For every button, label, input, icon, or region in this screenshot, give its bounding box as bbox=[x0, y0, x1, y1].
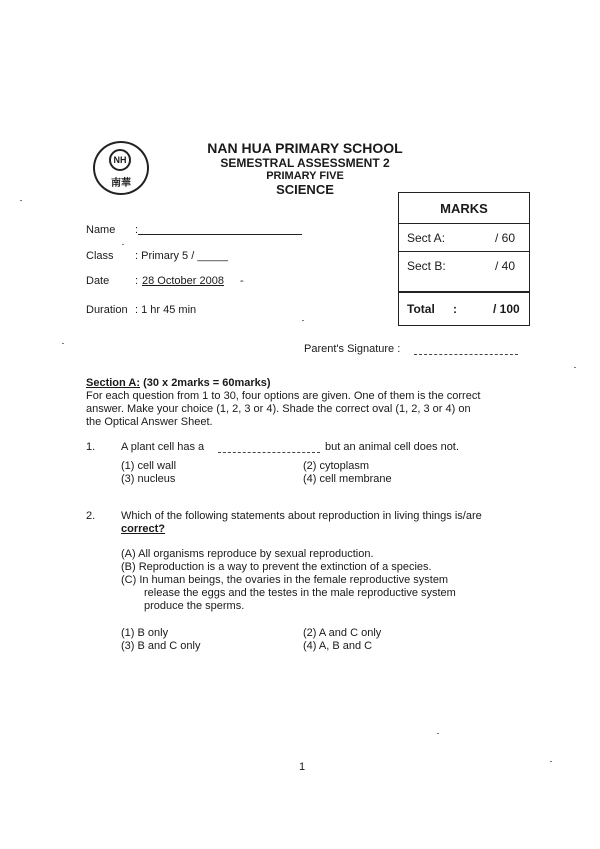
instructions-line-1: For each question from 1 to 30, four options are given. One of them is the correct bbox=[86, 390, 481, 402]
question-1-stem-a: A plant cell has a bbox=[121, 441, 205, 453]
marks-title: MARKS bbox=[440, 201, 488, 216]
subject-title: SCIENCE bbox=[276, 182, 334, 197]
question-2-statement-c: (C) In human beings, the ovaries in the female reproductive system bbox=[121, 574, 449, 586]
question-2-stem-1: Which of the following statements about reproduction in living things is/are bbox=[121, 510, 482, 522]
scan-speck bbox=[574, 367, 576, 368]
question-2-statement-b: (B) Reproduction is a way to prevent the extinction of a species. bbox=[121, 561, 432, 573]
question-1-blank bbox=[218, 452, 320, 453]
question-2-option-3[interactable]: (3) B and C only bbox=[121, 640, 201, 652]
sect-a-value: / 60 bbox=[495, 231, 516, 245]
parent-signature-line[interactable] bbox=[414, 354, 518, 355]
assessment-title: SEMESTRAL ASSESSMENT 2 bbox=[220, 156, 390, 170]
sect-b-value: / 40 bbox=[495, 259, 516, 273]
question-2-stem-2: correct? bbox=[121, 523, 166, 535]
logo-chinese-text: 南華 bbox=[111, 178, 131, 189]
marks-row-total bbox=[399, 291, 529, 328]
date-prefix: : bbox=[135, 275, 139, 287]
school-name: NAN HUA PRIMARY SCHOOL bbox=[207, 140, 403, 156]
duration-label: Duration bbox=[86, 304, 128, 316]
level-title: PRIMARY FIVE bbox=[266, 170, 344, 182]
question-1-option-1[interactable]: (1) cell wall bbox=[121, 460, 177, 472]
sect-a-label: Sect A: bbox=[407, 231, 446, 245]
section-a-instructions bbox=[86, 390, 546, 429]
section-a-marks: (30 x 2marks = 60marks) bbox=[143, 377, 271, 389]
question-2-option-4[interactable]: (4) A, B and C bbox=[303, 640, 373, 652]
scan-speck bbox=[437, 733, 439, 734]
date-label: Date bbox=[86, 275, 110, 287]
question-2-number: 2. bbox=[86, 510, 96, 522]
name-field-line[interactable] bbox=[138, 234, 302, 235]
parent-signature-label: Parent's Signature : bbox=[304, 343, 401, 355]
scan-speck bbox=[302, 320, 304, 321]
logo-monogram: NH bbox=[109, 149, 131, 171]
marks-row-sect-a bbox=[399, 223, 529, 252]
question-2-statement-a: (A) All organisms reproduce by sexual reproduction. bbox=[121, 548, 374, 560]
name-label: Name bbox=[86, 224, 116, 236]
scan-speck bbox=[62, 343, 64, 344]
date-value: 28 October 2008 bbox=[142, 275, 224, 287]
question-2-statement-c-line-3: produce the sperms. bbox=[144, 600, 245, 612]
section-a-title: Section A: bbox=[86, 377, 140, 389]
question-1-option-3[interactable]: (3) nucleus bbox=[121, 473, 176, 485]
instructions-line-2: answer. Make your choice (1, 2, 3 or 4). Shade the correct oval (1, 2, 3 or 4) on bbox=[86, 403, 471, 415]
school-logo bbox=[93, 141, 149, 195]
question-2-statement-c-line-2: release the eggs and the testes in the male reproductive system bbox=[144, 587, 456, 599]
total-value: / 100 bbox=[493, 302, 520, 316]
scan-speck bbox=[20, 200, 22, 201]
class-value: : Primary 5 / _____ bbox=[135, 250, 228, 262]
name-colon: : bbox=[135, 224, 139, 236]
question-1-stem-b: but an animal cell does not. bbox=[325, 441, 459, 453]
instructions-line-3: the Optical Answer Sheet. bbox=[86, 416, 213, 428]
total-sep: : bbox=[453, 302, 457, 316]
marks-box bbox=[398, 192, 530, 326]
question-1-option-2[interactable]: (2) cytoplasm bbox=[303, 460, 370, 472]
question-2-option-2[interactable]: (2) A and C only bbox=[303, 627, 382, 639]
duration-value: : 1 hr 45 min bbox=[135, 304, 197, 316]
date-suffix: - bbox=[240, 275, 244, 287]
scan-speck bbox=[550, 761, 552, 762]
question-1-option-4[interactable]: (4) cell membrane bbox=[303, 473, 392, 485]
class-label: Class bbox=[86, 250, 114, 262]
scan-speck bbox=[122, 244, 124, 245]
question-2-option-1[interactable]: (1) B only bbox=[121, 627, 169, 639]
total-label: Total bbox=[407, 302, 435, 316]
section-a-heading bbox=[86, 377, 271, 389]
sect-b-label: Sect B: bbox=[407, 259, 446, 273]
question-1-number: 1. bbox=[86, 441, 96, 453]
marks-row-sect-b bbox=[399, 251, 529, 280]
page-number: 1 bbox=[299, 761, 306, 773]
